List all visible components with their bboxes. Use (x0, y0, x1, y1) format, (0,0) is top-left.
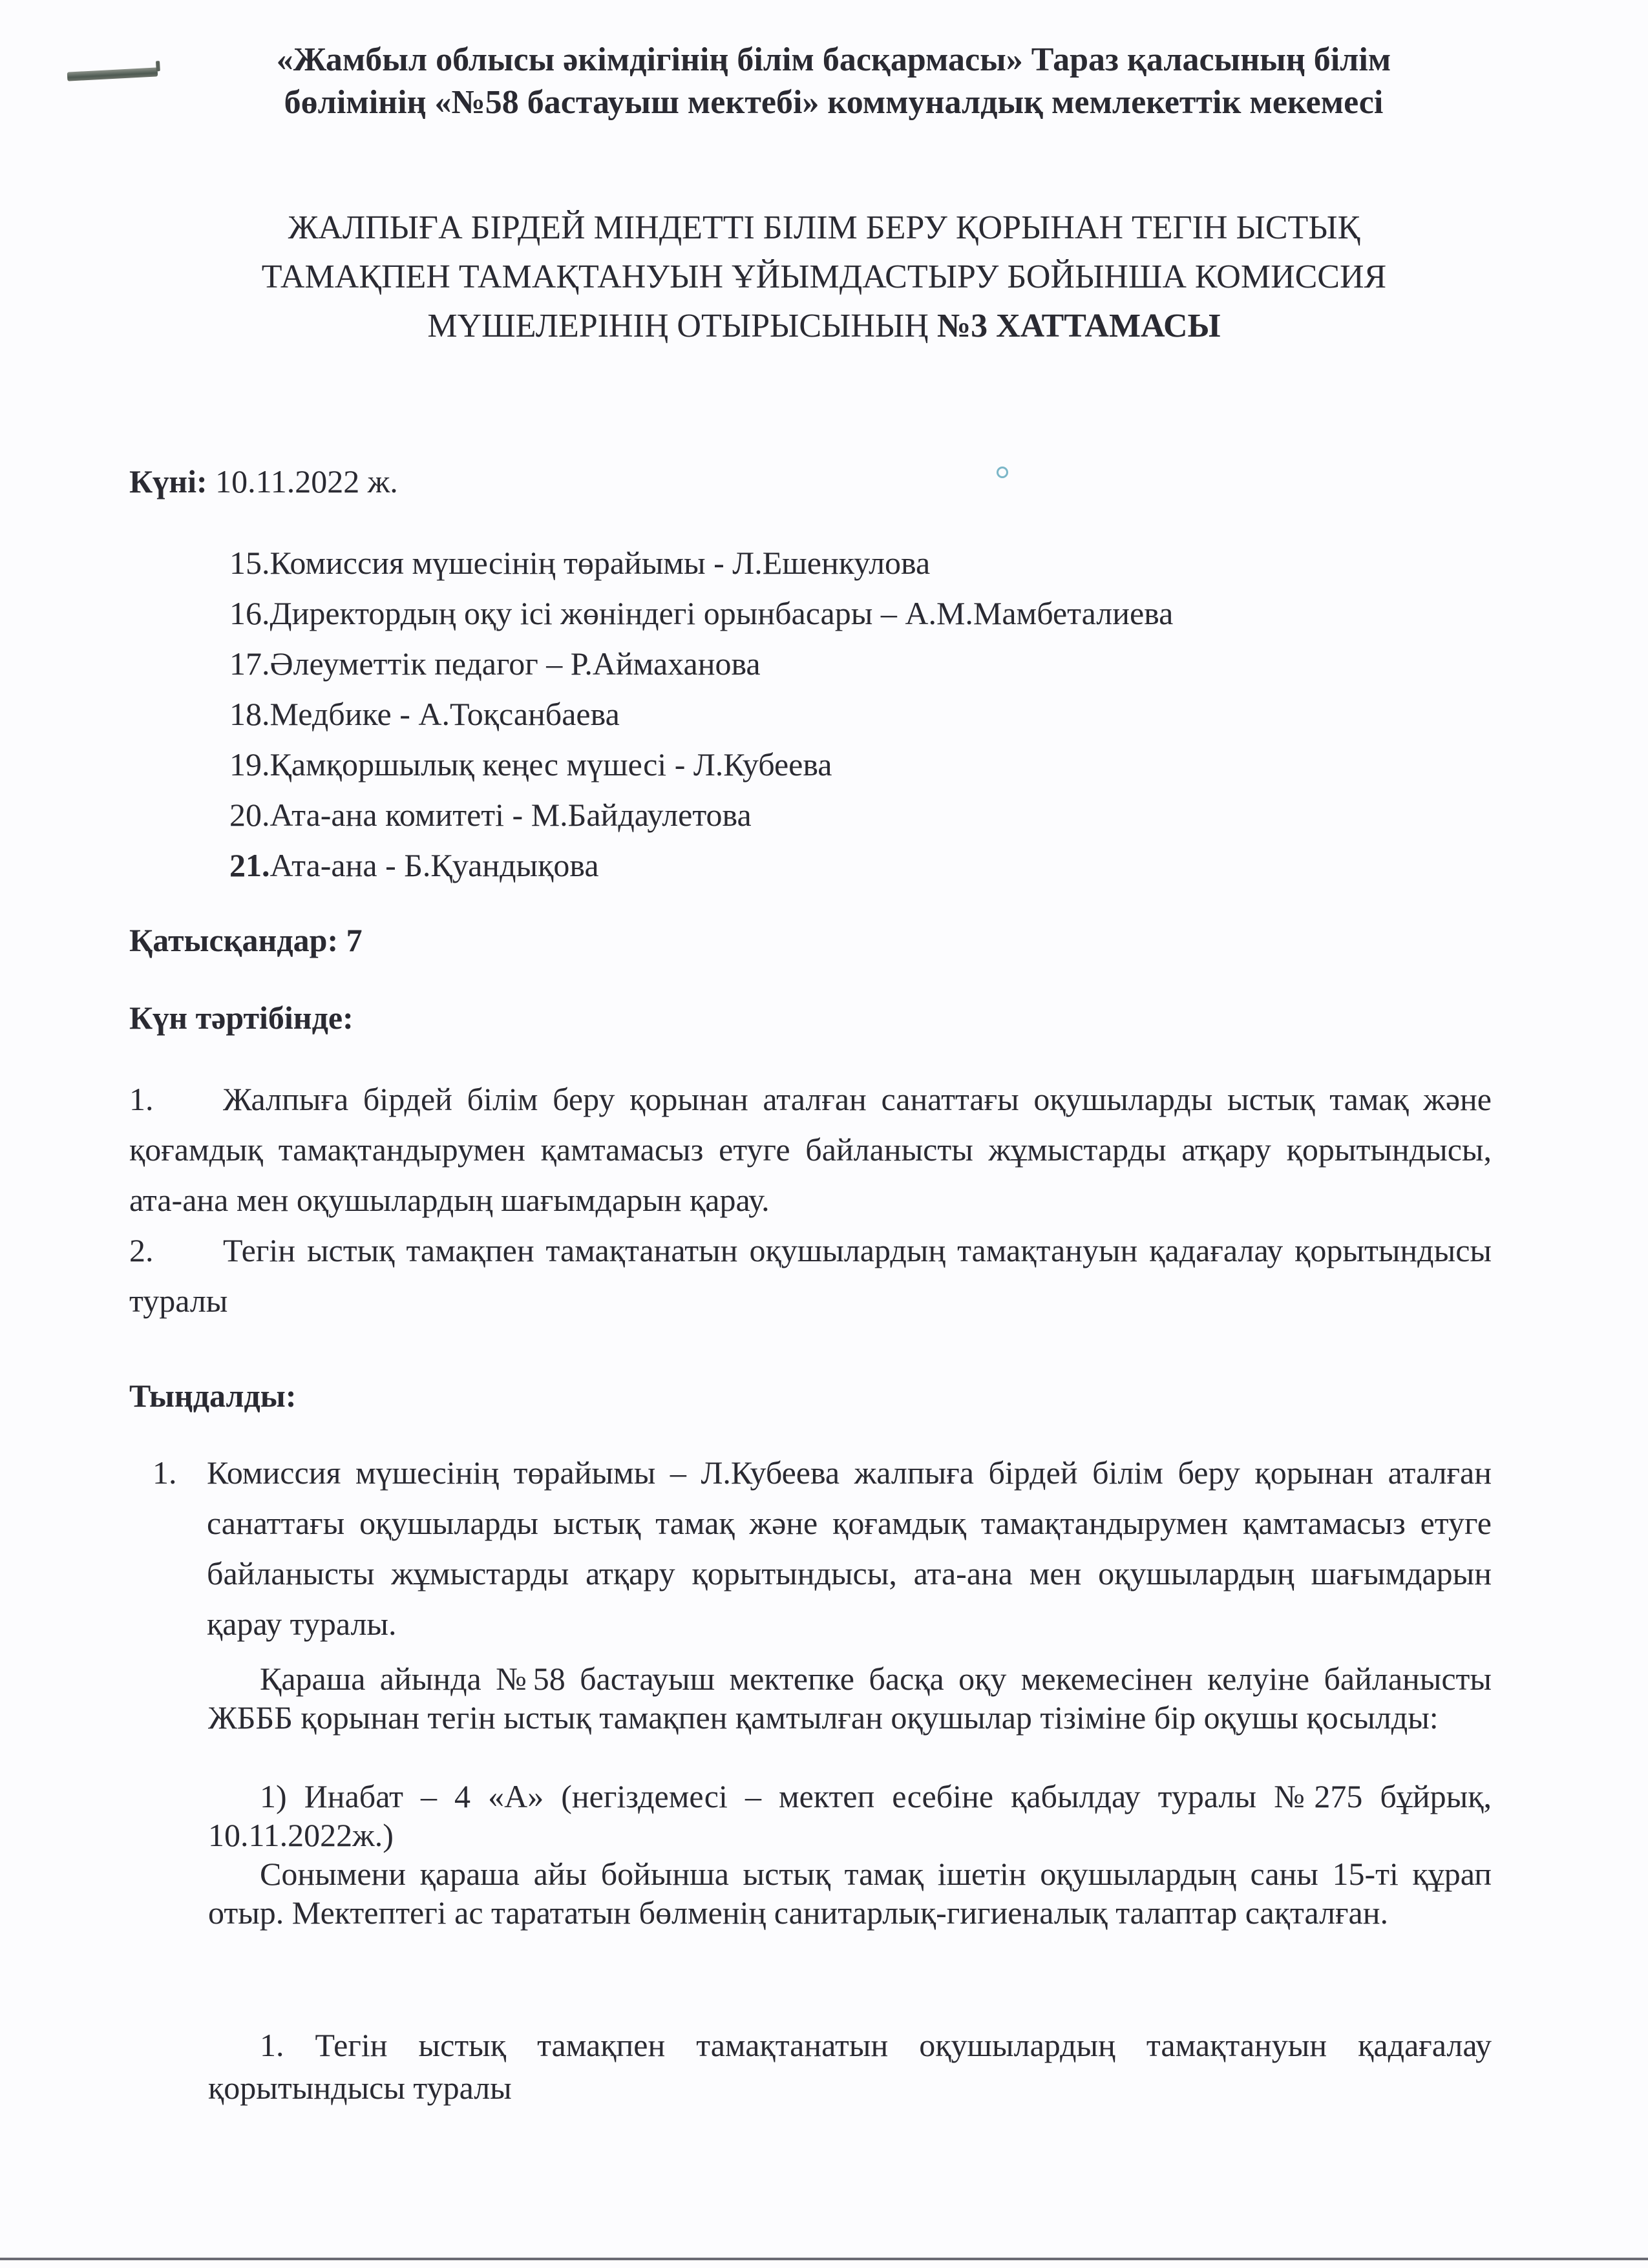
member-item: 15.Комиссия мүшесінің төрайымы - Л.Ешенкулова (229, 545, 931, 581)
heard-item-2: 1. Тегін ыстық тамақпен тамақтанатын оқушылардың тамақтануын қадағалау қорытындысы туралы (208, 2027, 1492, 2106)
member-item: 21.Ата-ана - Б.Қуандықова (229, 847, 599, 883)
agenda-item: 1. Жалпыға бірдей білім беру қорынан аталған санаттағы оқушыларды ыстық тамақ және қоғамдық тамақтандырумен қамтамасыз етуге байланысты жұмыстарды атқару қорытындысы, ата-ана мен оқушылардың шағымдарын қарау. (129, 1081, 1492, 1218)
agenda-item: 2. Тегін ыстық тамақпен тамақтанатын оқушылардың тамақтануын қадағалау қорытындысы туралы (129, 1232, 1492, 1319)
title-line-2: ТАМАҚПЕН ТАМАҚТАНУЫН ҰЙЫМДАСТЫРУ БОЙЫНША КОМИССИЯ (261, 258, 1387, 295)
member-item: 18.Медбике - А.Тоқсанбаева (229, 696, 620, 732)
heard-item-1: 1. Комиссия мүшесінің төрайымы – Л.Кубеева жалпыға бірдей білім беру қорынан аталған санаттағы оқушыларды ыстық тамақ және қоғамдық тамақтандырумен қамтамасыз етуге байланысты жұмыстарды атқару қорытындысы, ата-ана мен оқушылардың шағымдарын қарау туралы. (153, 1454, 1492, 1642)
protocol-title (129, 204, 1519, 351)
protocol-number: №3 ХАТТАМАСЫ (936, 308, 1221, 344)
heard-heading: Тыңдалды: (129, 1378, 297, 1414)
date-label: Күні: (129, 463, 207, 499)
member-item: 17.Әлеуметтік педагог – Р.Аймаханова (229, 646, 761, 682)
member-item: 16.Директордың оқу ісі жөніндегі орынбасары – А.М.Мамбеталиева (229, 595, 1174, 631)
member-list (229, 538, 1173, 890)
title-line-3: МҮШЕЛЕРІНІҢ ОТЫРЫСЫНЫҢ №3 ХАТТАМАСЫ (427, 308, 1221, 344)
attendance-count: Қатысқандар: 7 (129, 922, 363, 958)
member-item: 19.Қамқоршылық кеңес мүшесі - Л.Кубеева (229, 746, 832, 782)
title-line-1: ЖАЛПЫҒА БІРДЕЙ МІНДЕТТІ БІЛІМ БЕРУ ҚОРЫНАН ТЕГІН ЫСТЫҚ (288, 209, 1360, 246)
page-bottom-edge (0, 2258, 1648, 2260)
member-item: 20.Ата-ана комитеті - М.Байдаулетова (229, 797, 752, 833)
meeting-date (129, 462, 398, 501)
org-line-2: бөлімінің «№58 бастауыш мектебі» коммуналдық мемлекеттік мекемесі (284, 84, 1384, 121)
heard-student-entry: 1) Инабат – 4 «А» (негіздемесі – мектеп есебіне қабылдау туралы №275 бұйрық, 10.11.2022ж.) (208, 1778, 1492, 1853)
scan-artifact (997, 467, 1008, 478)
heard-paragraph: Қараша айында №58 бастауыш мектепке басқа оқу мекемесінен келуіне байланысты ЖБББ қорынан тегін ыстық тамақпен қамтылған оқушылар тізіміне бір оқушы қосылды: (208, 1661, 1492, 1736)
staple-mark (67, 67, 158, 81)
organization-header (187, 39, 1480, 124)
date-value: 10.11.2022 ж. (207, 463, 398, 499)
org-line-1: «Жамбыл облысы әкімдігінің білім басқармасы» Тараз қаласының білім (276, 41, 1391, 78)
agenda-heading: Күн тәртібінде: (129, 1000, 354, 1036)
heard-summary: Сонымени қараша айы бойынша ыстық тамақ ішетін оқушылардың саны 15-ті құрап отыр. Мектептегі ас тарататын бөлменің санитарлық-гигиеналық талаптар сақталған. (208, 1856, 1492, 1931)
